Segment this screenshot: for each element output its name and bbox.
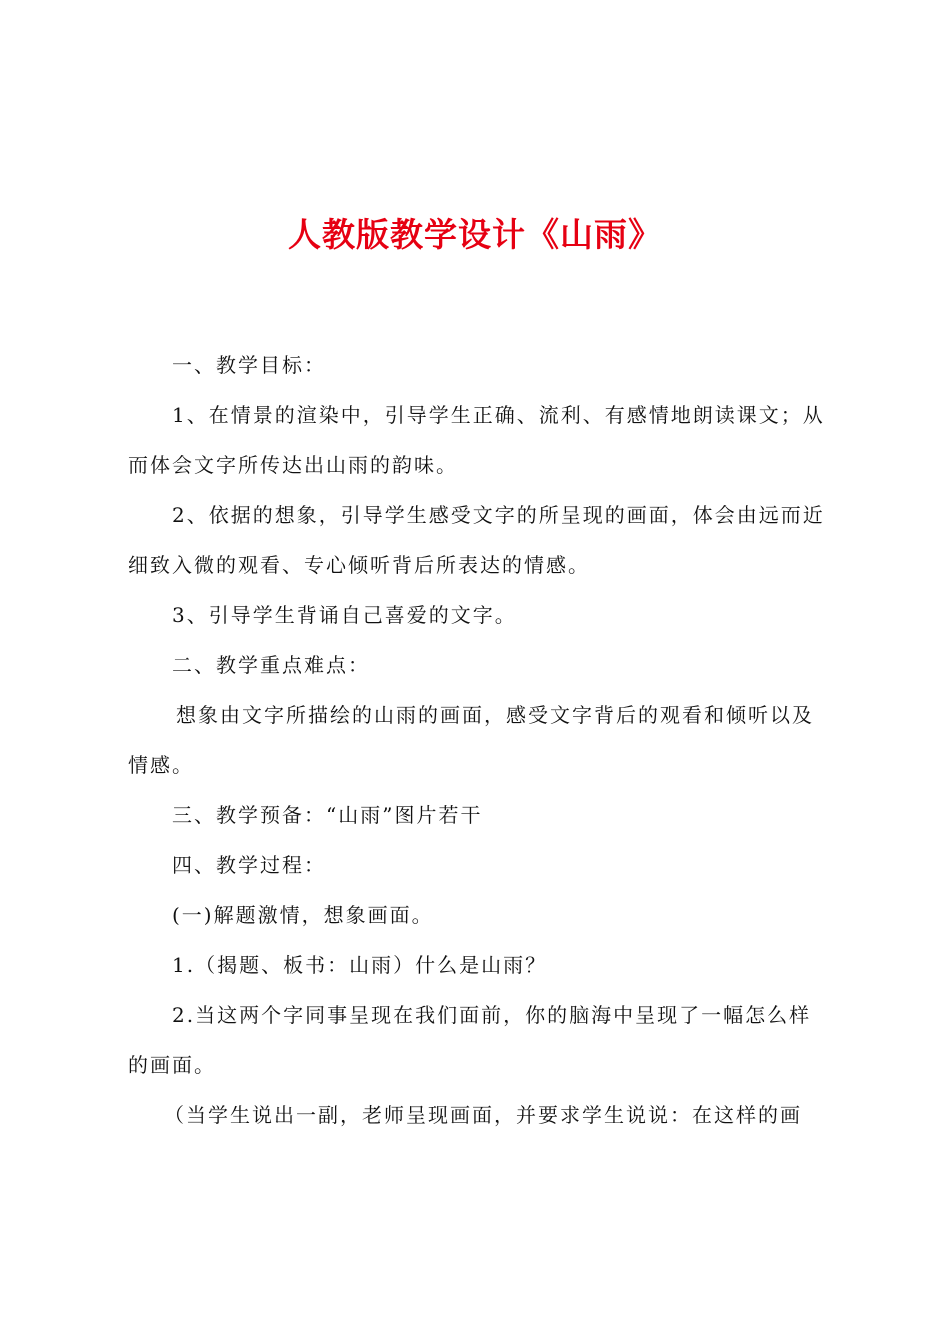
section-heading-objectives: 一、教学目标： (172, 353, 326, 377)
objective-2-line-1: 2、依据的想象，引导学生感受文字的所呈现的画面，体会由远而近 (172, 503, 825, 527)
process-item-1: 1.（揭题、板书：山雨）什么是山雨？ (172, 953, 548, 977)
section-heading-preparation: 三、教学预备：“山雨”图片若干 (172, 803, 483, 827)
key-points-line-2: 情感。 (128, 753, 194, 777)
objective-1-line-2: 而体会文字所传达出山雨的韵味。 (128, 453, 458, 477)
process-note-line-1: （当学生说出一副，老师呈现画面，并要求学生说说：在这样的画 (164, 1103, 802, 1127)
document-title: 人教版教学设计《山雨》 (288, 215, 662, 254)
objective-3: 3、引导学生背诵自己喜爱的文字。 (172, 603, 517, 627)
section-heading-key-points: 二、教学重点难点： (172, 653, 370, 677)
process-item-2-line-1: 2.当这两个字同事呈现在我们面前，你的脑海中呈现了一幅怎么样 (172, 1003, 812, 1027)
process-item-2-line-2: 的画面。 (128, 1053, 216, 1077)
objective-2-line-2: 细致入微的观看、专心倾听背后所表达的情感。 (128, 553, 590, 577)
objective-1-line-1: 1、在情景的渲染中，引导学生正确、流利、有感情地朗读课文；从 (172, 403, 825, 427)
key-points-line-1: 想象由文字所描绘的山雨的画面，感受文字背后的观看和倾听以及 (176, 703, 814, 727)
section-heading-process: 四、教学过程： (172, 853, 326, 877)
process-step-1: (一)解题激情，想象画面。 (172, 903, 434, 927)
